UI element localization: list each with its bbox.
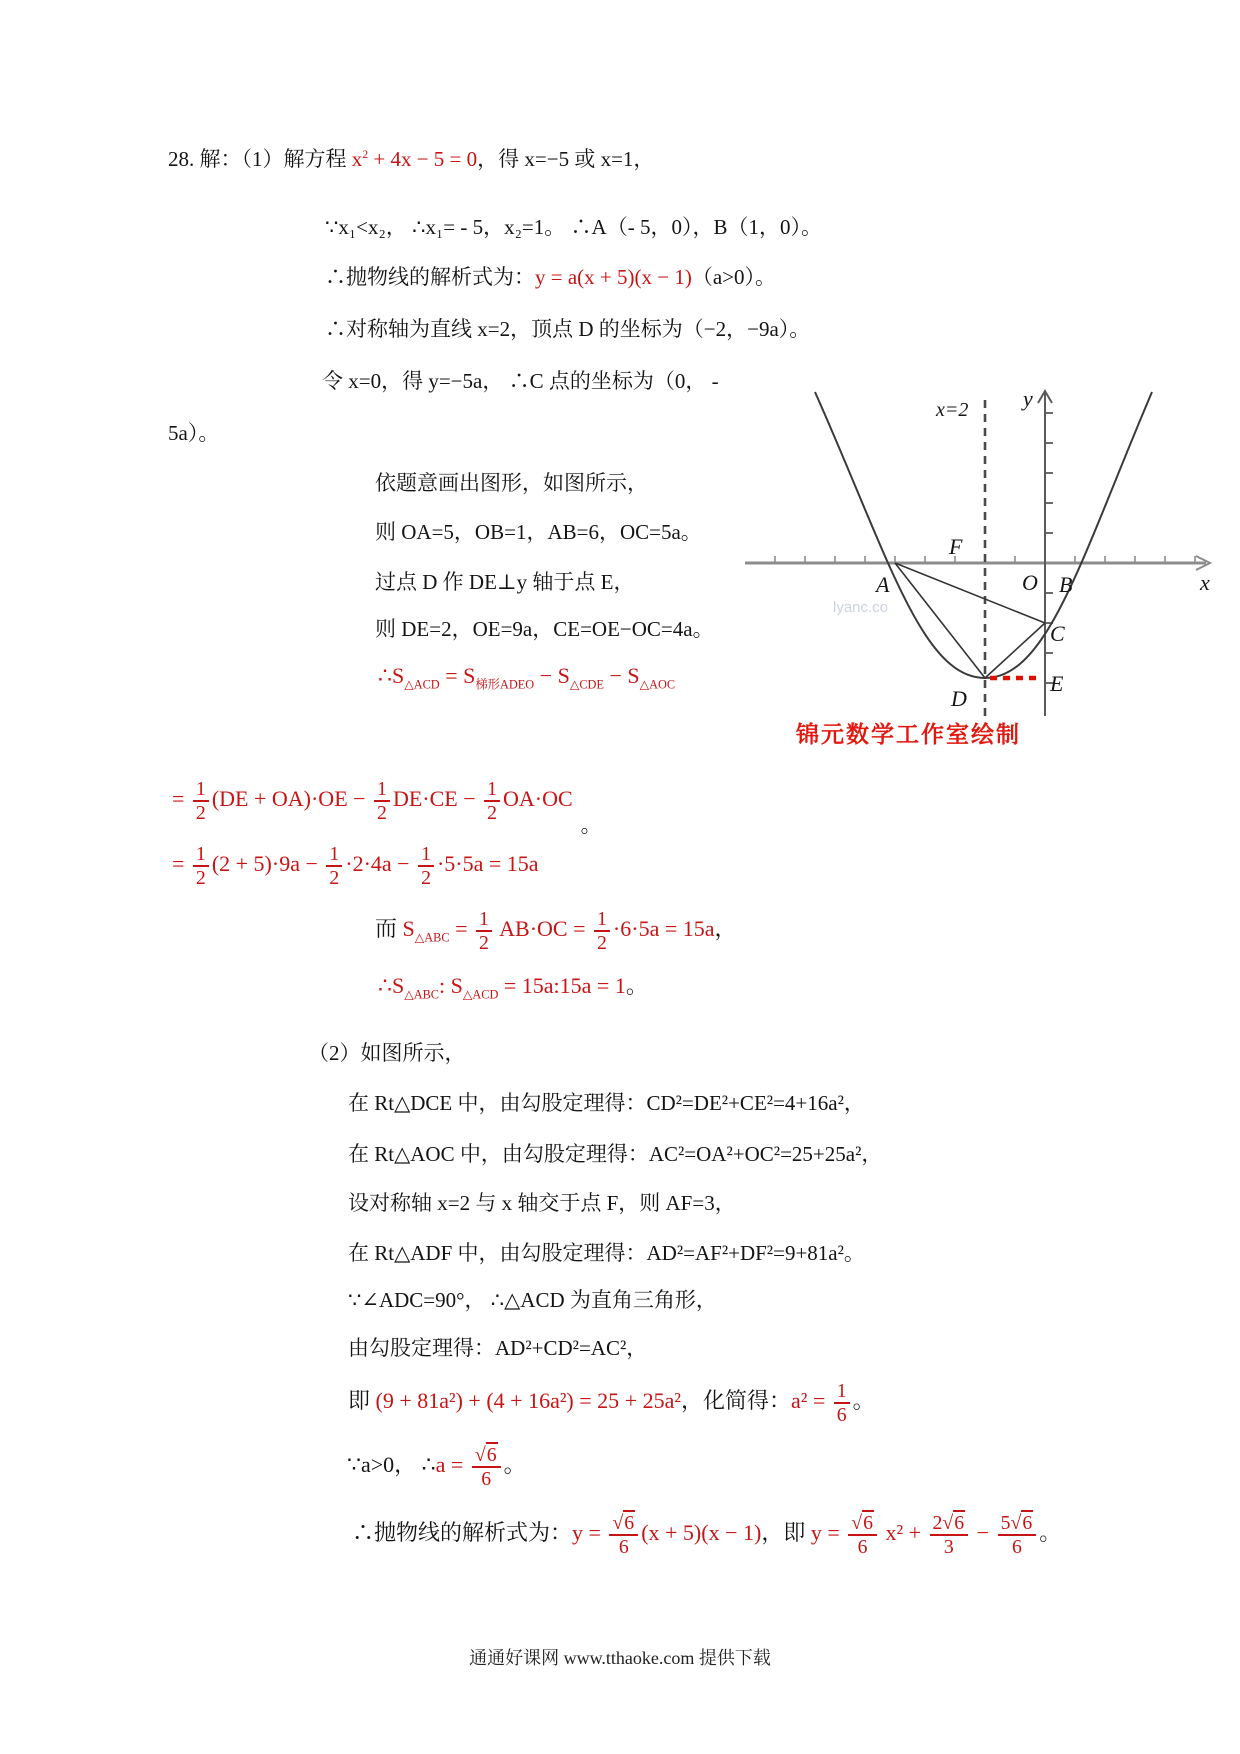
numerator: 1 [418, 843, 434, 867]
numerator [472, 1444, 501, 1468]
area-formula-numeric [172, 843, 539, 889]
subscript: △CDE [569, 677, 604, 692]
area-abc-line [375, 908, 737, 954]
seg: 在 Rt△AOC 中，由勾股定理得：AC²=OA²+OC²=25+25a²， [348, 1142, 883, 1166]
numerator: 1 [374, 778, 390, 802]
denominator: 2 [195, 867, 206, 890]
numerator: 1 [476, 908, 492, 932]
seg: ∴抛物线的解析式为： [325, 265, 535, 289]
seg: ∴抛物线的解析式为： [352, 1520, 573, 1546]
seg: − S [534, 663, 570, 688]
radicand: 6 [954, 1512, 965, 1534]
denominator: 2 [478, 932, 489, 955]
part2-header [308, 1040, 466, 1066]
symmetry-axis-line [325, 316, 810, 342]
pythagoras-aoc-line [348, 1141, 882, 1167]
numerator [930, 1512, 969, 1536]
seg: S [402, 916, 415, 942]
seg: ，即 [761, 1520, 811, 1546]
final-equation-line [352, 1512, 1061, 1558]
numerator: 1 [484, 778, 500, 802]
seg: ∵a>0， ∴ [347, 1452, 436, 1478]
pythagoras-adf-line [348, 1240, 865, 1266]
period: 。 [1039, 1520, 1062, 1546]
seg: = [172, 851, 190, 877]
fraction [484, 778, 500, 824]
de-oe-ce-line [375, 616, 714, 642]
subscript: △ACD [462, 987, 499, 1002]
radical-sign: √ [474, 1444, 486, 1466]
denominator: 2 [377, 802, 387, 825]
seg: : S [439, 973, 463, 998]
seg: (DE + OA)·OE − [211, 786, 372, 812]
area-decomposition-line [378, 662, 675, 691]
fraction [193, 778, 209, 824]
area-ratio-line [378, 972, 648, 1001]
seg: （a>0）。 [691, 265, 776, 289]
point-e-label: E [1050, 671, 1064, 696]
subscript: 梯形ADEO [475, 677, 535, 692]
x-axis-label: x [1200, 570, 1210, 595]
exponent: 2 [362, 148, 369, 161]
draw-figure-line [375, 470, 648, 496]
seg: ∵x₁<x₂， ∴x₁= - 5，x₂=1。 ∴A（- 5，0），B（1，0）。 [325, 215, 822, 239]
subscript: △ABC [414, 930, 450, 945]
origin-label: O [1022, 570, 1038, 595]
roots-line [325, 214, 822, 240]
area-formula-symbolic [172, 778, 602, 838]
denominator: 2 [487, 802, 497, 825]
seg: = [172, 786, 190, 812]
fraction [418, 843, 434, 889]
seg: (2 + 5)·9a − [211, 851, 324, 877]
seg: ，得 x=−5 或 x=1， [477, 147, 655, 171]
seg: − S [603, 663, 640, 688]
denominator: 2 [597, 932, 607, 955]
numerator [848, 1512, 877, 1536]
radical-sign: √ [851, 1512, 863, 1534]
fraction [594, 908, 610, 954]
point-c-line [322, 368, 719, 394]
symmetry-axis-label: x=2 [936, 399, 969, 421]
denominator: 6 [618, 1536, 629, 1559]
period: 。 [852, 1388, 875, 1414]
radical-sign: √ [1010, 1512, 1022, 1534]
seg: 则 DE=2，OE=9a，CE=OE−OC=4a。 [375, 617, 714, 641]
seg: ∴S [378, 663, 405, 688]
period: 。 [580, 813, 602, 838]
seg: 28. 解：（1）解方程 [168, 147, 352, 171]
denominator: 6 [836, 1404, 847, 1427]
seg: y = [572, 1520, 607, 1546]
seg: ·2·4a − [345, 851, 416, 877]
seg: y = a(x + 5)(x − 1) [535, 265, 692, 289]
denominator: 2 [421, 867, 431, 890]
point-d-label: D [951, 686, 967, 711]
seg: （2）如图所示， [308, 1041, 466, 1065]
seg: 5a）。 [168, 421, 220, 445]
fraction [834, 1380, 850, 1426]
seg: (x + 5)(x − 1) [641, 1520, 762, 1546]
seg: ·5·5a = 15a [436, 851, 539, 877]
denominator: 3 [943, 1536, 954, 1559]
seg: 则 OA=5，OB=1，AB=6，OC=5a。 [375, 520, 702, 544]
point-f-label: F [949, 534, 963, 559]
seg: 而 [375, 916, 403, 942]
seg: 过点 D 作 DE⊥y 轴于点 E， [375, 570, 635, 594]
fraction-2sqrt6-over-3 [930, 1512, 969, 1558]
seg: x [351, 147, 363, 171]
seg: − [971, 1520, 995, 1546]
seg: OA·OC [503, 786, 573, 812]
watermark-text: lyanc.co [833, 599, 889, 616]
seg: 依题意画出图形，如图所示， [375, 471, 648, 495]
numerator [609, 1512, 638, 1536]
subscript: △ACD [404, 677, 440, 692]
solve-a-squared-line [348, 1380, 875, 1426]
numerator: 1 [193, 843, 209, 867]
solve-a-line [347, 1444, 526, 1490]
numerator: 1 [193, 778, 209, 802]
seg: 令 x=0，得 y=−5a， ∴C 点的坐标为（0， - [322, 369, 719, 393]
segment-DC [985, 623, 1045, 678]
point-c-wrap-line [168, 420, 219, 446]
seg: = 15a:15a = 1 [498, 973, 626, 998]
numerator: 1 [834, 1380, 850, 1404]
seg: x² + [880, 1520, 927, 1546]
point-c-label: C [1050, 621, 1065, 646]
seg: DE·CE − [392, 786, 482, 812]
seg: = S [439, 663, 476, 688]
seg: y = [810, 1520, 846, 1546]
seg: = [449, 916, 473, 942]
fraction-sqrt6-over-6 [472, 1444, 501, 1490]
point-b-label: B [1059, 572, 1073, 597]
footer-text: 通通好课网 www.tthaoke.com 提供下载 [469, 1648, 771, 1668]
point-f-line [348, 1190, 736, 1216]
step1-solve-equation [168, 146, 654, 172]
radicand: 6 [486, 1444, 497, 1466]
seg: ∴S [378, 973, 405, 998]
seg: 在 Rt△ADF 中，由勾股定理得：AD²=AF²+DF²=9+81a²。 [348, 1241, 865, 1265]
fraction [476, 908, 492, 954]
fraction [193, 843, 209, 889]
seg: AB·OC = [494, 916, 592, 942]
numerator: 1 [594, 908, 610, 932]
seg: (9 + 81a²) + (4 + 16a²) = 25 + 25a² [375, 1388, 681, 1414]
period: 。 [503, 1452, 526, 1478]
fraction [374, 778, 390, 824]
radical-sign: √ [942, 1512, 954, 1534]
seg: + 4x − 5 = 0 [368, 147, 478, 171]
seg: ∴对称轴为直线 x=2，顶点 D 的坐标为（−2，−9a）。 [325, 317, 811, 341]
seg: a² = [790, 1388, 831, 1414]
y-axis-label: y [1023, 386, 1033, 411]
period: 。 [625, 973, 648, 998]
right-angle-line [348, 1287, 717, 1313]
radicand: 6 [624, 1512, 635, 1534]
seg: ，化简得： [680, 1388, 791, 1414]
construct-de-line [375, 569, 635, 595]
seg: 在 Rt△DCE 中，由勾股定理得：CD²=DE²+CE²=4+16a²， [348, 1091, 865, 1115]
denominator: 6 [481, 1468, 492, 1491]
seg: a = [435, 1452, 469, 1478]
numerator [998, 1512, 1037, 1536]
studio-caption: 锦元数学工作室绘制 [796, 721, 1021, 747]
seg: 即 [348, 1388, 376, 1414]
pythagoras-dce-line [348, 1090, 865, 1116]
parabola-form-line [325, 264, 776, 290]
seg: 由勾股定理得：AD²+CD²=AC²， [348, 1336, 648, 1360]
seg: 设对称轴 x=2 与 x 轴交于点 F，则 AF=3， [348, 1191, 736, 1215]
coefficient: 2 [932, 1512, 943, 1534]
coefficient: 5 [1000, 1512, 1011, 1534]
fraction-sqrt6-over-6 [848, 1512, 877, 1558]
fraction-sqrt6-over-6 [609, 1512, 638, 1558]
parabola-curve [815, 392, 1152, 678]
coordinate-graph [738, 382, 1224, 724]
seg: ·6·5a = 15a [612, 916, 715, 942]
subscript: △AOC [639, 677, 676, 692]
denominator: 2 [329, 867, 340, 890]
denominator: 6 [1011, 1536, 1022, 1559]
seg: ∵∠ADC=90°， ∴△ACD 为直角三角形， [348, 1288, 717, 1312]
radicand: 6 [863, 1512, 873, 1534]
point-a-label: A [876, 572, 890, 597]
fraction-5sqrt6-over-6 [998, 1512, 1037, 1558]
lengths-line [375, 519, 702, 545]
radicand: 6 [1022, 1512, 1033, 1534]
pythagoras-acd-line [348, 1335, 647, 1361]
denominator: 6 [857, 1536, 868, 1559]
fraction [326, 843, 342, 889]
denominator: 2 [195, 802, 206, 825]
numerator: 1 [326, 843, 342, 867]
radical-sign: √ [612, 1512, 624, 1534]
seg: ， [714, 916, 737, 942]
subscript: △ABC [404, 987, 440, 1002]
